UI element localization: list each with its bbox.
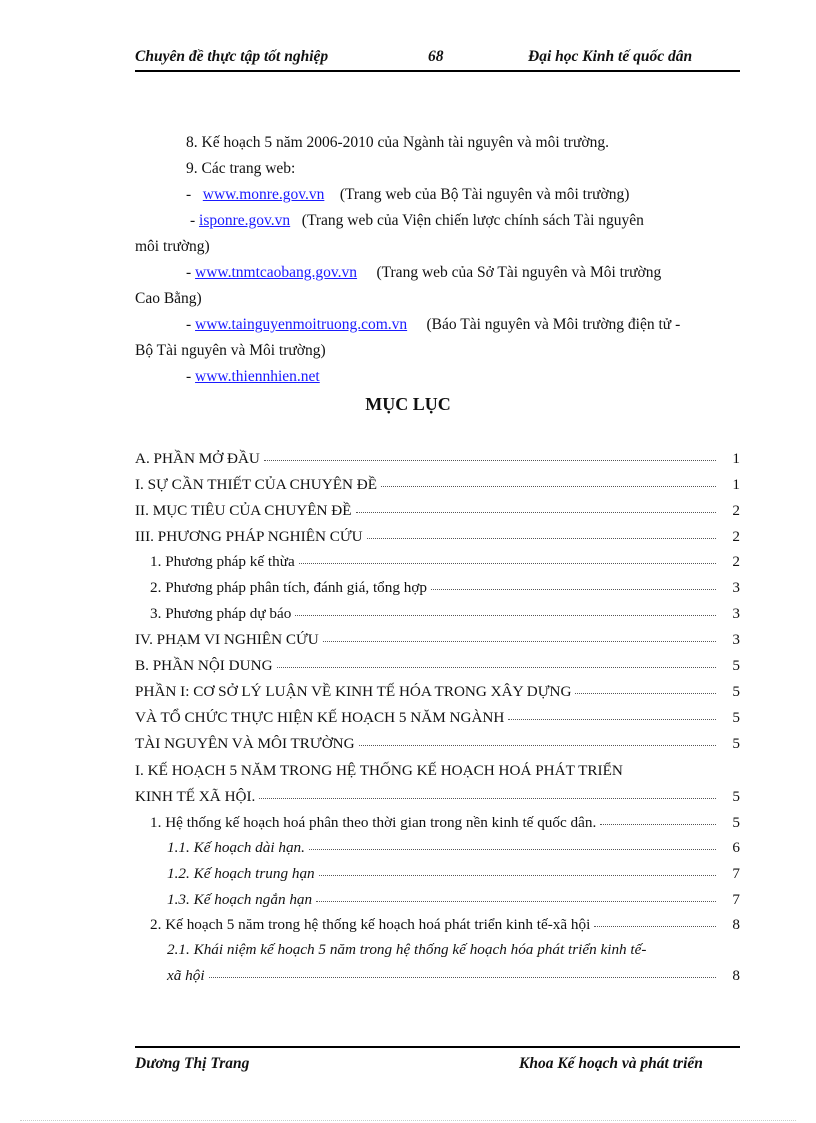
web-link-desc-cont: môi trường) [135,238,210,255]
toc-entry[interactable]: 1.1. Kế hoạch dài hạn. 6 [167,839,740,856]
toc-entry[interactable]: II. MỤC TIÊU CỦA CHUYÊN ĐỀ 2 [135,502,740,519]
link-tainguyenmoitruong[interactable]: www.tainguyenmoitruong.com.vn [195,316,408,333]
toc-entry[interactable]: 3. Phương pháp dự báo 3 [150,605,740,622]
toc-entry[interactable]: 2.1. Khái niệm kế hoạch 5 năm trong hệ thống kế hoạch hóa phát triển kinh tế- [167,941,647,958]
web-link-row: - www.monre.gov.vn (Trang web của Bộ Tài nguyên và môi trường) [186,186,630,203]
toc-entry[interactable]: IV. PHẠM VI NGHIÊN CỨU 3 [135,631,740,648]
toc-entry[interactable]: KINH TẾ XÃ HỘI. 5 [135,788,740,805]
web-link-desc-cont: Bộ Tài nguyên và Môi trường) [135,342,326,359]
web-link-row: - isponre.gov.vn (Trang web của Viện chiến lược chính sách Tài nguyên [190,212,644,229]
toc-entry[interactable]: I. SỰ CẦN THIẾT CỦA CHUYÊN ĐỀ 1 [135,476,740,493]
footer-author: Dương Thị Trang [135,1055,250,1072]
toc-entry[interactable]: 1.2. Kế hoạch trung hạn 7 [167,865,740,882]
link-tnmtcaobang[interactable]: www.tnmtcaobang.gov.vn [195,264,358,281]
toc-entry[interactable]: 2. Phương pháp phân tích, đánh giá, tổng hợp 3 [150,579,740,596]
toc-entry[interactable]: xã hội 8 [167,967,740,984]
toc-entry[interactable]: III. PHƯƠNG PHÁP NGHIÊN CỨU 2 [135,528,740,545]
header-page-number: 68 [428,48,444,65]
link-monre[interactable]: www.monre.gov.vn [202,186,325,203]
toc-entry[interactable]: VÀ TỔ CHỨC THỰC HIỆN KẾ HOẠCH 5 NĂM NGÀNH 5 [135,709,740,726]
link-isponre[interactable]: isponre.gov.vn [199,212,291,229]
web-link-row: - www.tnmtcaobang.gov.vn (Trang web của Sở Tài nguyên và Môi trường [186,264,662,281]
web-link-row: - www.tainguyenmoitruong.com.vn (Báo Tài nguyên và Môi trường điện tử - [186,316,681,333]
footer-department: Khoa Kế hoạch và phát triển [519,1055,703,1072]
web-link-row: - www.thiennhien.net [186,368,320,385]
header-rule [135,70,740,72]
toc-entry[interactable]: 1. Phương pháp kế thừa 2 [150,553,740,570]
bottom-dotted-border [20,1120,796,1121]
toc-entry[interactable]: I. KẾ HOẠCH 5 NĂM TRONG HỆ THỐNG KẾ HOẠCH HOÁ PHÁT TRIỂN [135,762,623,779]
header-title: Chuyên đề thực tập tốt nghiệp [135,48,329,65]
web-link-desc-cont: Cao Bằng) [135,290,202,307]
toc-entry[interactable]: A. PHẦN MỞ ĐẦU 1 [135,450,740,467]
toc-entry[interactable]: B. PHẦN NỘI DUNG 5 [135,657,740,674]
reference-item-9: 9. Các trang web: [186,160,296,177]
reference-item-8: 8. Kế hoạch 5 năm 2006-2010 của Ngành tài nguyên và môi trường. [186,134,609,151]
toc-title: MỤC LỤC [365,394,451,414]
toc-entry[interactable]: 1. Hệ thống kế hoạch hoá phân theo thời gian trong nền kinh tế quốc dân. 5 [150,814,740,831]
toc-entry[interactable]: PHẦN I: CƠ SỞ LÝ LUẬN VỀ KINH TẾ HÓA TRONG XÂY DỰNG 5 [135,683,740,700]
toc-entry[interactable]: 1.3. Kế hoạch ngắn hạn 7 [167,891,740,908]
toc-entry[interactable]: TÀI NGUYÊN VÀ MÔI TRƯỜNG 5 [135,735,740,752]
link-thiennhien[interactable]: www.thiennhien.net [195,368,320,385]
header-university: Đại học Kinh tế quốc dân [528,48,693,65]
page-header [135,48,739,68]
footer-rule [135,1046,740,1048]
toc-entry[interactable]: 2. Kế hoạch 5 năm trong hệ thống kế hoạch hoá phát triển kinh tế-xã hội 8 [150,916,740,933]
